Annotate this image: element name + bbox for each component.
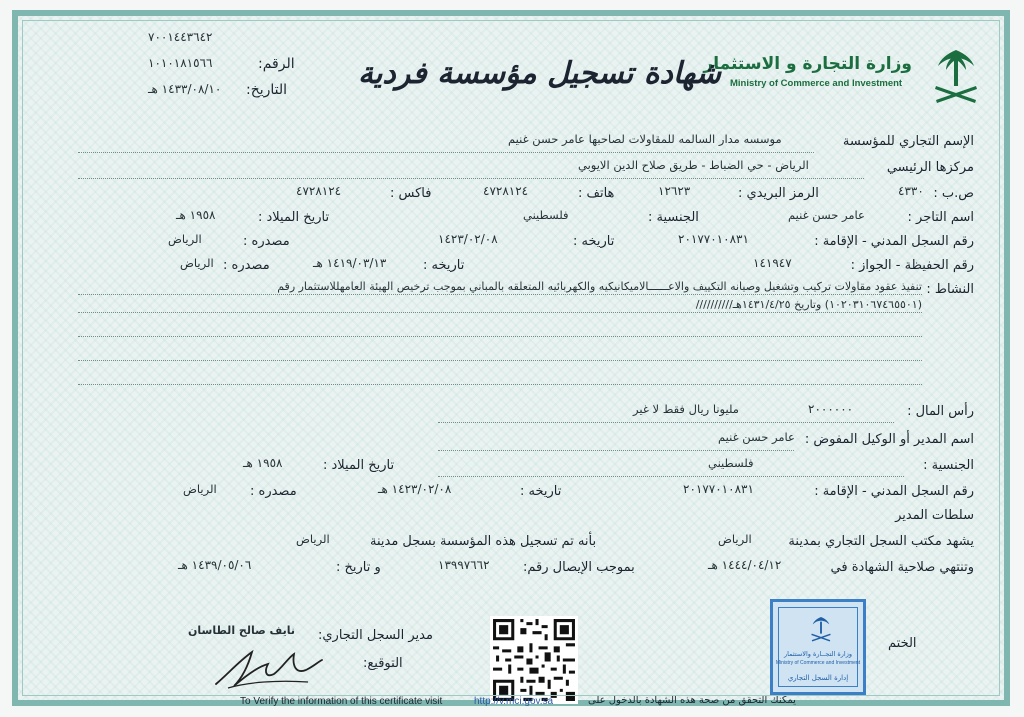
stamp-text-ar: وزارة التجــارة والاستثمار <box>784 650 852 658</box>
activity-line-2: (١٠٢٠٣١٠٦٧٤٦٥٥٠١) وتاريخ ١٤٣١/٤/٢٥هـ////////// <box>695 298 922 311</box>
attest-line2-a: وتنتهي صلاحية الشهادة في <box>830 560 974 575</box>
qr-code-icon <box>490 616 578 704</box>
merchant-birth-label: تاريخ الميلاد : <box>258 210 330 225</box>
merchant-birth-value: ١٩٥٨ هـ <box>176 208 216 222</box>
blank-rule-3 <box>78 384 922 385</box>
merchant-nationality-label: الجنسية : <box>648 210 699 225</box>
number-label: الرقم: <box>258 56 295 72</box>
merchant-name-label: اسم التاجر : <box>907 210 974 225</box>
fax-value: ٤٧٢٨١٢٤ <box>296 184 342 198</box>
hq-label: مركزها الرئيسي <box>886 160 974 175</box>
trade-name-label: الإسم التجاري للمؤسسة <box>842 134 974 149</box>
merchant-id-source-label: مصدره : <box>243 234 290 249</box>
merchant-id-date-value: ١٤٢٣/٠٢/٠٨ <box>438 232 498 246</box>
expiry-date: ١٤٤٤/٠٤/١٢ هـ <box>708 558 782 572</box>
verify-text-ar: يمكنك التحقق من صحة هذه الشهادة بالدخول على <box>588 695 796 706</box>
manager-birth-label: تاريخ الميلاد : <box>323 458 395 473</box>
capital-words: مليونا ريال فقط لا غير <box>633 402 739 416</box>
verify-text-en: To Verify the information of this certificate visit <box>240 696 443 707</box>
activity-label: النشاط : <box>926 282 974 297</box>
manager-nationality-value: فلسطيني <box>708 456 754 470</box>
registry-manager-name: نايف صالح الطاسان <box>188 624 296 637</box>
passport-date-label: تاريخه : <box>423 258 465 273</box>
hq-line <box>78 178 864 179</box>
stamp-text-en: Ministry of Commerce and Investment <box>775 660 861 666</box>
blank-rule-2 <box>78 360 922 361</box>
official-stamp <box>770 599 866 695</box>
date-label: التاريخ: <box>246 82 288 98</box>
activity-line-rule-1 <box>78 294 922 295</box>
merchant-id-label: رقم السجل المدني - الإقامة : <box>814 234 974 249</box>
passport-label: رقم الحفيظة - الجواز : <box>850 258 974 273</box>
attest-city: الرياض <box>718 532 752 546</box>
manager-id-date-label: تاريخه : <box>520 484 562 499</box>
handwritten-signature-icon <box>208 644 328 692</box>
activity-line-1: تنفيذ عقود مقاولات تركيب وتشغيل وصيانه التكييف والاعــــــالاميكانيكيه والكهربائيه المتعلقه بالمباني بموجب ترخيص الهيئة العامهللاستثمار رقم <box>277 280 922 293</box>
attest-line1-a: يشهد مكتب السجل التجاري بمدينة <box>788 534 974 549</box>
trade-name-value: موسسه مدار السالمه للمقاولات لصاحبها عامر حسن غنيم <box>508 132 782 146</box>
capital-line <box>438 422 894 423</box>
ministry-name-en: Ministry of Commerce and Investment <box>730 78 903 89</box>
manager-name-value: عامر حسن غنيم <box>718 430 795 444</box>
passport-source-value: الرياض <box>180 256 214 270</box>
receipt-date: ١٤٣٩/٠٥/٠٦ هـ <box>178 558 252 572</box>
manager-id-source-value: الرياض <box>183 482 217 496</box>
stamp-label: الختم <box>888 636 917 651</box>
manager-authorities-label: سلطات المدير <box>895 508 974 523</box>
trade-name-line <box>78 152 814 153</box>
phone-label: هاتف : <box>578 186 615 201</box>
certificate <box>12 10 1010 706</box>
certificate-title: شهادة تسجيل مؤسسة فردية <box>358 56 722 91</box>
pobox-label: ص.ب : <box>933 186 974 201</box>
merchant-id-source-value: الرياض <box>168 232 202 246</box>
manager-nationality-line <box>438 476 904 477</box>
manager-id-source-label: مصدره : <box>250 484 297 499</box>
merchant-nationality-value: فلسطيني <box>523 208 569 222</box>
manager-birth-value: ١٩٥٨ هـ <box>243 456 283 470</box>
ministry-emblem-icon <box>930 46 982 106</box>
passport-date-value: ١٤١٩/٠٣/١٣ هـ <box>313 256 387 270</box>
manager-id-label: رقم السجل المدني - الإقامة : <box>814 484 974 499</box>
capital-amount: ٢٠٠٠٠٠٠ <box>808 402 854 416</box>
attest-city-2: الرياض <box>296 532 330 546</box>
signature-label: التوقيع: <box>363 656 403 671</box>
verify-url-link[interactable]: http://v.mci.gov.sa <box>474 696 554 707</box>
postal-value: ١٢٦٢٣ <box>658 184 691 198</box>
receipt-label: بموجب الإيصال رقم: <box>523 560 635 575</box>
postal-label: الرمز البريدي : <box>738 186 819 201</box>
ministry-name-ar: وزارة التجارة و الاستثمار <box>703 54 912 74</box>
merchant-id-date-label: تاريخه : <box>573 234 615 249</box>
passport-source-label: مصدره : <box>223 258 270 273</box>
stamp-dept: إدارة السجل التجاري <box>787 674 849 682</box>
merchant-name-value: عامر حسن غنيم <box>788 208 865 222</box>
pobox-value: ٤٣٣٠ <box>898 184 924 198</box>
receipt-number: ١٣٩٩٧٦٦٢ <box>438 558 490 572</box>
phone-value: ٤٧٢٨١٢٤ <box>483 184 529 198</box>
manager-id-date-value: ١٤٢٣/٠٢/٠٨ هـ <box>378 482 452 496</box>
hq-value: الرياض - حي الضباط - طريق صلاح الدين الايوبي <box>578 158 809 172</box>
attest-line1-b: بأنه تم تسجيل هذه المؤسسة بسجل مدينة <box>370 534 597 549</box>
manager-nationality-label: الجنسية : <box>923 458 974 473</box>
capital-label: رأس المال : <box>907 404 974 419</box>
stamp-emblem-icon <box>809 614 833 644</box>
date-value: ١٤٣٣/٠٨/١٠ هـ <box>148 82 222 96</box>
manager-name-label: اسم المدير أو الوكيل المفوض : <box>804 432 974 447</box>
top-serial-number: ٧٠٠١٤٤٣٦٤٢ <box>148 30 213 44</box>
registry-manager-label: مدير السجل التجاري: <box>318 628 433 643</box>
receipt-date-label: و تاريخ : <box>336 560 381 575</box>
merchant-id-value: ٢٠١٧٧٠١٠٨٣١ <box>678 232 749 246</box>
blank-rule-1 <box>78 336 922 337</box>
activity-line-rule-2 <box>78 312 922 313</box>
fax-label: فاكس : <box>390 186 432 201</box>
manager-name-line <box>438 450 794 451</box>
passport-value: ١٤١٩٤٧ <box>753 256 792 270</box>
number-value: ١٠١٠١٨١٥٦٦ <box>148 56 213 70</box>
manager-id-value: ٢٠١٧٧٠١٠٨٣١ <box>683 482 754 496</box>
